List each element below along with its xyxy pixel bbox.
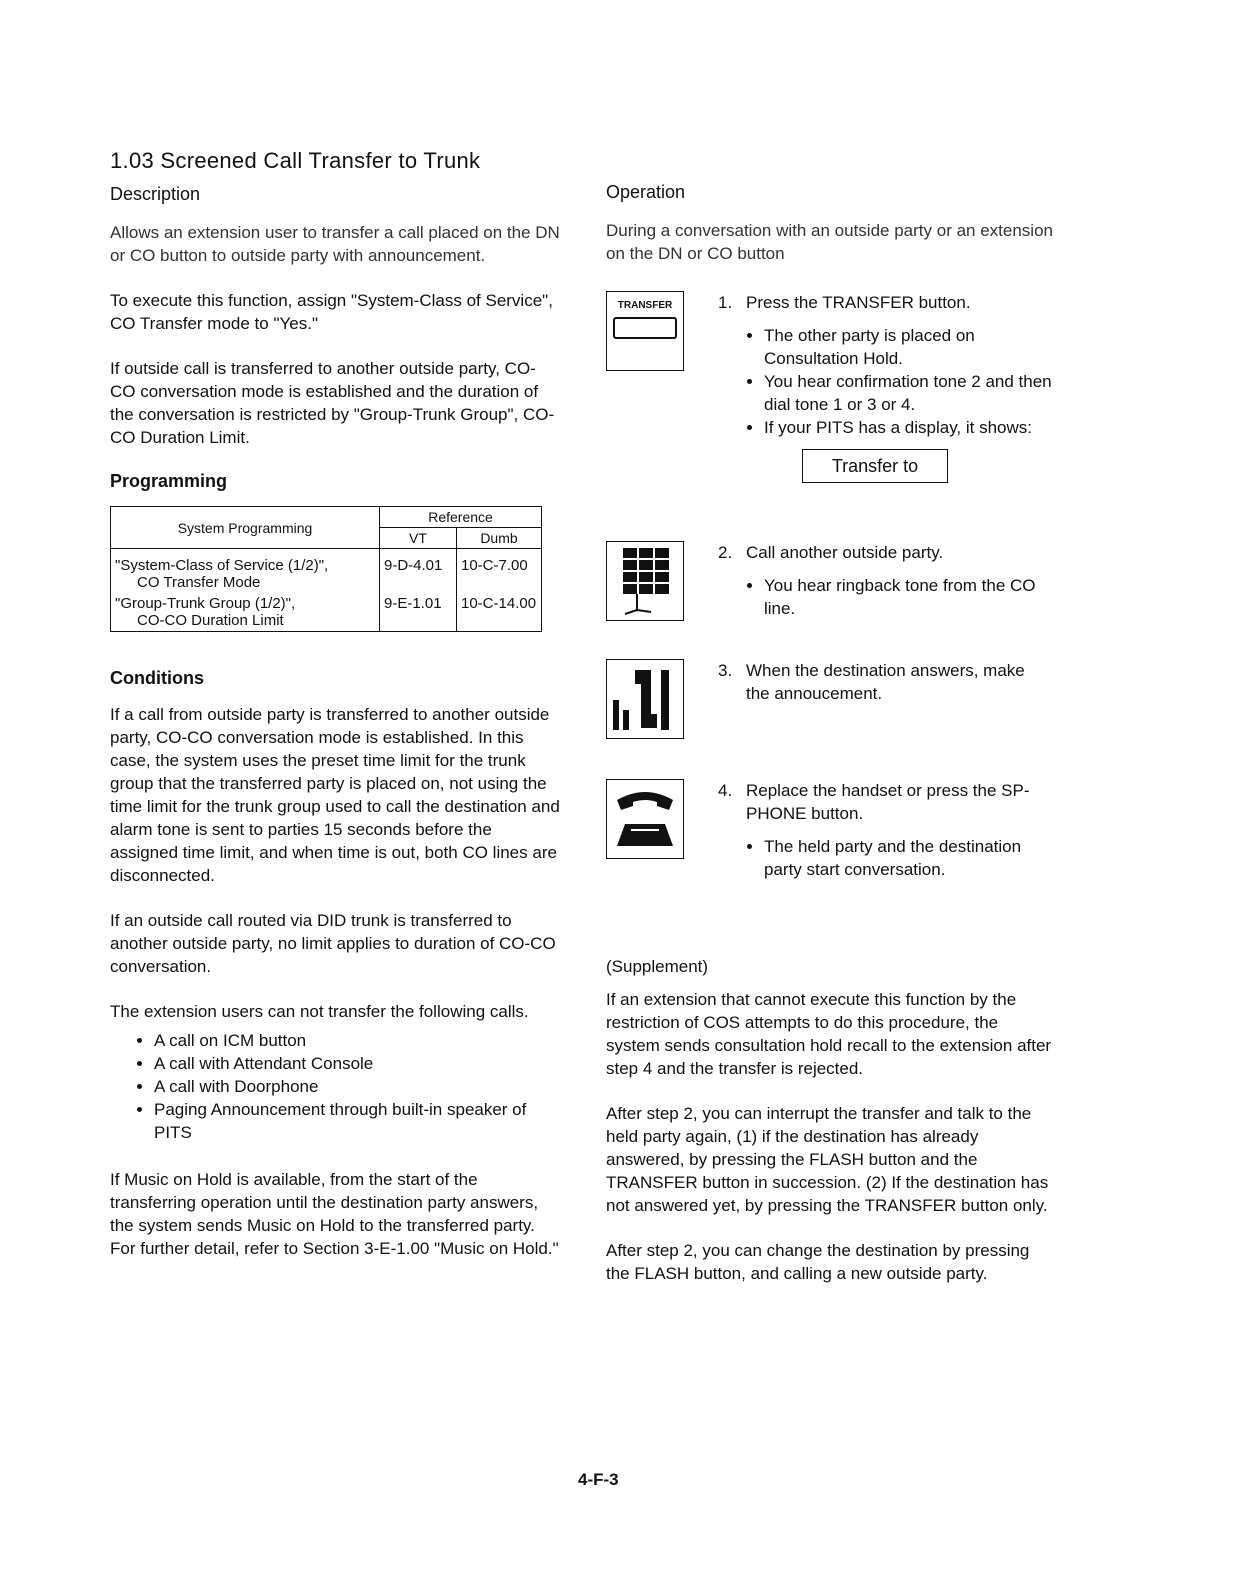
step-1-text: Press the TRANSFER button. (746, 293, 971, 312)
step-3: 3. When the destination answers, make the annoucement. (606, 659, 1056, 779)
condition-1: If a call from outside party is transferred to another outside party, CO-CO conversation mode is established. In this case, the system uses the preset time limit for the trunk group that the transferred party is placed on, not using the time limit for the trunk group used to call the destination and alarm tone is sent to parties 15 seconds before the assigned time limit, and when time is out, both CO lines are disconnected. (110, 705, 560, 885)
col-vt-header: VT (380, 528, 457, 549)
display-readout: Transfer to (802, 449, 948, 483)
step-4-text: Replace the handset or press the SP-PHONE button. (746, 781, 1030, 823)
music-on-hold-text: If Music on Hold is available, from the start of the transferring operation until the destination party answers, the system sends Music on Hold to the transferred party. (110, 1170, 539, 1235)
step-2: 2. Call another outside party. • You hear ringback tone from the CO line. (606, 541, 1056, 659)
description-text: Allows an extension user to transfer a call placed on the DN or CO button to outside party with announcement. (110, 223, 560, 265)
row1-vt: 9-D-4.01 (380, 549, 457, 594)
row2-name: "Group-Trunk Group (1/2)", (115, 595, 296, 612)
col-reference-header: Reference (380, 507, 542, 528)
step-4: 4. Replace the handset or press the SP-PHONE button. • The held party and the destination party start conversation. (606, 779, 1056, 949)
list-item: • The other party is placed on Consultation Hold. (764, 324, 1056, 370)
step-1: TRANSFER 1. Press the TRANSFER button. • The other party is placed on Consultation Hold. • You hear confirmation tone 2 and then dial tone 1 or 3 or 4. • If your PITS has a display, it shows: Transfer to (606, 291, 1056, 531)
operation-intro: During a conversation with an outside party or an extension on the DN or CO button (606, 221, 1053, 263)
music-on-hold-reference: For further detail, refer to Section 3-E-1.00 "Music on Hold." (110, 1239, 559, 1258)
list-item: • You hear ringback tone from the CO line. (764, 574, 1056, 620)
supplement-3: After step 2, you can change the destination by pressing the FLASH button, and calling a new outside party. (606, 1241, 1030, 1283)
list-item: • A call with Attendant Console (154, 1052, 560, 1075)
description-heading: Description (110, 184, 201, 204)
condition-3: The extension users can not transfer the following calls. (110, 1002, 529, 1021)
supplement-heading: (Supplement) (606, 957, 709, 976)
col-system-header: System Programming (111, 507, 380, 549)
page-number: 4-F-3 (578, 1470, 619, 1489)
page-title: 1.03 Screened Call Transfer to Trunk (110, 148, 481, 173)
row2-vt: 9-E-1.01 (380, 593, 457, 632)
list-item: • A call with Doorphone (154, 1075, 560, 1098)
row1-dumb: 10-C-7.00 (457, 549, 542, 594)
row1-name: "System-Class of Service (1/2)", (115, 557, 329, 574)
table-row (111, 549, 542, 594)
step-2-text: Call another outside party. (746, 543, 944, 562)
supplement-1: If an extension that cannot execute this function by the restriction of COS attempts to do this procedure, the system sends consultation hold recall to the extension after step 4 and the transfer is rejected. (606, 990, 1052, 1078)
co-co-text: If outside call is transferred to another outside party, CO-CO conversation mode is established and the duration of the conversation is restricted by "Group-Trunk Group", CO-CO Duration Limit. (110, 359, 555, 447)
reference-table (110, 506, 542, 632)
list-item: • You hear confirmation tone 2 and then dial tone 1 or 3 or 4. (764, 370, 1056, 416)
row2-dumb: 10-C-14.00 (457, 593, 542, 632)
step-3-text: When the destination answers, make the annoucement. (746, 661, 1025, 703)
row1-sub: CO Transfer Mode (137, 574, 261, 591)
col-dumb-header: Dumb (457, 528, 542, 549)
row2-sub: CO-CO Duration Limit (137, 612, 284, 629)
operation-heading: Operation (606, 182, 686, 202)
transfer-button-icon: TRANSFER (606, 291, 684, 371)
excluded-calls-list (110, 1029, 560, 1144)
execute-text: To execute this function, assign "System-Class of Service", CO Transfer mode to "Yes." (110, 291, 553, 333)
programming-heading: Programming (110, 471, 228, 491)
table-row (111, 593, 542, 632)
supplement-2: After step 2, you can interrupt the transfer and talk to the held party again, (1) if the destination has already answered, by pressing the FLASH button and the TRANSFER button in succession. (2) If the destination has not answered yet, by pressing the TRANSFER button only. (606, 1104, 1049, 1215)
conditions-heading: Conditions (110, 668, 204, 688)
left-column (110, 148, 560, 1282)
list-item: • The held party and the destination party start conversation. (764, 835, 1056, 881)
list-item: • If your PITS has a display, it shows: (764, 416, 1056, 439)
keypad-icon (606, 541, 684, 621)
right-column (606, 182, 1056, 1307)
condition-2: If an outside call routed via DID trunk is transferred to another outside party, no limit applies to duration of CO-CO conversation. (110, 911, 556, 976)
list-item: • Paging Announcement through built-in speaker of PITS (154, 1098, 560, 1144)
phone-hangup-icon (606, 779, 684, 859)
handset-talk-icon (606, 659, 684, 739)
list-item: • A call on ICM button (154, 1029, 560, 1052)
